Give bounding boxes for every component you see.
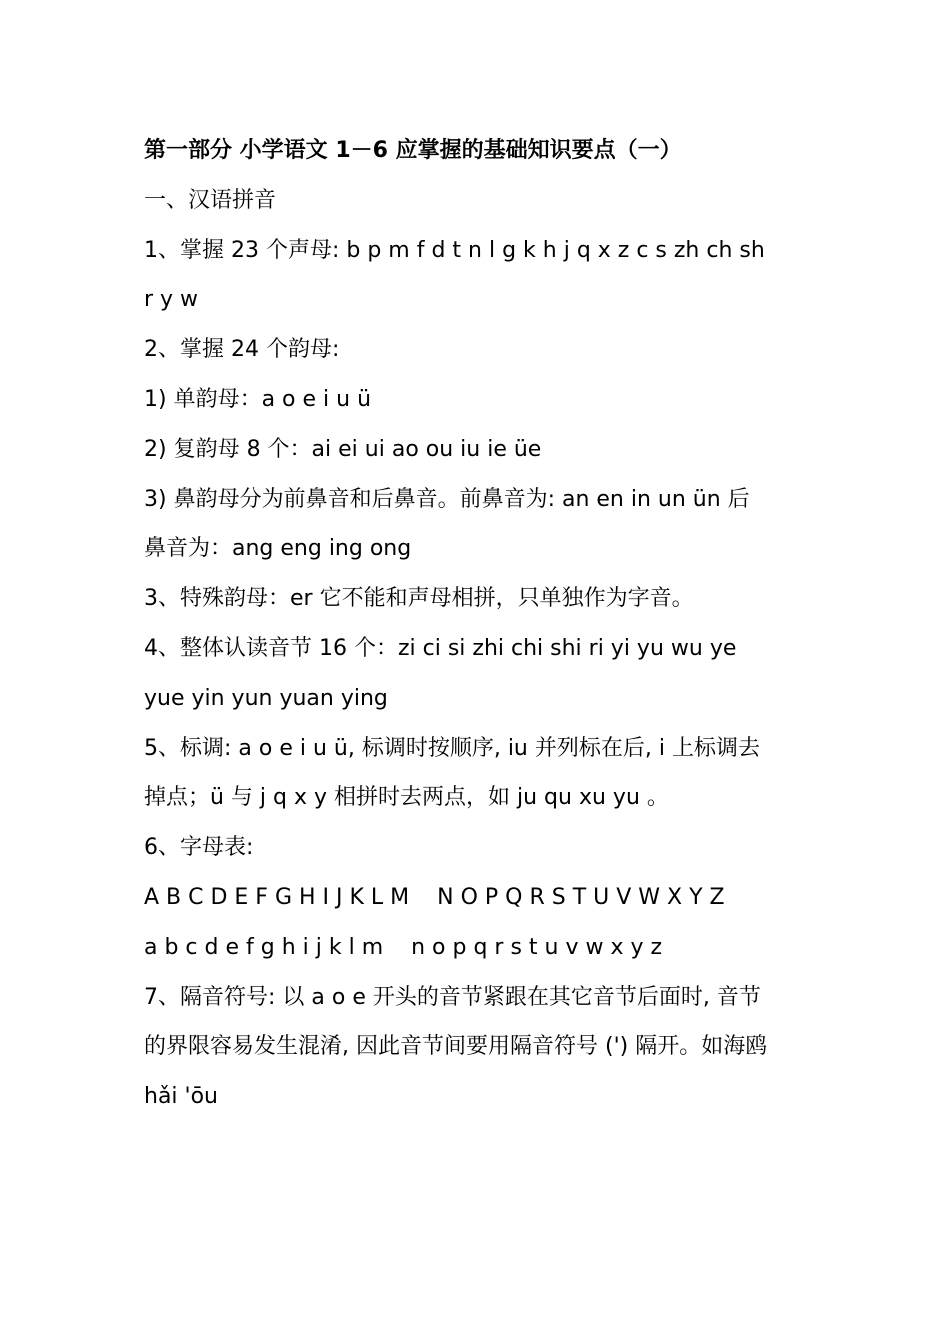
text-line: 5、标调: a o e i u ü, 标调时按顺序, iu 并列标在后, i 上标调去 xyxy=(144,735,760,761)
text-line: 1) 单韵母：a o e i u ü xyxy=(144,386,372,412)
text-line: 3、特殊韵母：er 它不能和声母相拼，只单独作为字音。 xyxy=(144,586,694,612)
text-line: 3) 鼻韵母分为前鼻音和后鼻音。前鼻音为: an en in un ün 后 xyxy=(144,486,750,512)
text-line: 6、字母表: xyxy=(144,835,254,861)
section-heading: 一、汉语拼音 xyxy=(144,187,277,213)
text-line: 1、掌握 23 个声母: b p m f d t n l g k h j q x z c s zh ch sh xyxy=(144,237,765,263)
text-line: 的界限容易发生混淆, 因此音节间要用隔音符号 (') 隔开。如海鸥 xyxy=(144,1034,768,1060)
text-line: 4、整体认读音节 16 个：zi ci si zhi chi shi ri yi yu wu ye xyxy=(144,635,737,661)
text-line: 2、掌握 24 个韵母: xyxy=(144,337,340,363)
text-line: yue yin yun yuan ying xyxy=(144,685,388,711)
text-line: hǎi 'ōu xyxy=(144,1084,218,1110)
text-line: 掉点；ü 与 j q x y 相拼时去两点，如 ju qu xu yu 。 xyxy=(144,785,669,811)
document-title: 第一部分 小学语文 1－6 应掌握的基础知识要点（一） xyxy=(144,138,682,163)
document-body xyxy=(144,126,812,1122)
text-line: 7、隔音符号: 以 a o e 开头的音节紧跟在其它音节后面时, 音节 xyxy=(144,984,761,1010)
text-line: 2) 复韵母 8 个：ai ei ui ao ou iu ie üe xyxy=(144,436,542,462)
text-line: 鼻音为：ang eng ing ong xyxy=(144,536,412,562)
alphabet-lowercase: a b c d e f g h i j k l m n o p q r s t u v w x y z xyxy=(144,934,663,960)
text-line: r y w xyxy=(144,287,199,313)
alphabet-uppercase: A B C D E F G H I J K L M N O P Q R S T U V W X Y Z xyxy=(144,884,725,910)
